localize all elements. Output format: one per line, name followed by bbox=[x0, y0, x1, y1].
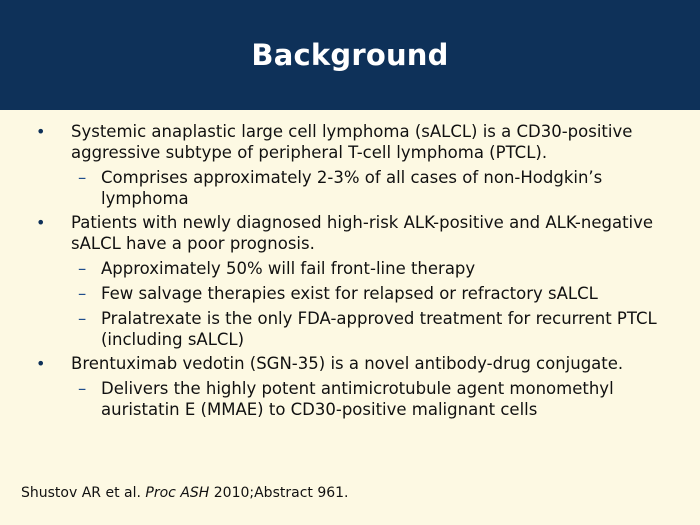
dash-icon: – bbox=[78, 379, 87, 398]
citation-journal: Proc ASH bbox=[145, 485, 210, 501]
citation-authors: Shustov AR et al. bbox=[21, 485, 146, 501]
sub-bullet-text: Approximately 50% will fail front-line therapy bbox=[101, 259, 476, 278]
dash-icon: – bbox=[78, 259, 87, 278]
bullet-item bbox=[0, 353, 700, 374]
sub-bullet-text: Delivers the highly potent antimicrotubule agent monomethyl auristatin E (MMAE) to CD30-positive malignant cells bbox=[101, 379, 614, 419]
dash-icon: – bbox=[78, 309, 87, 328]
bullet-text: Systemic anaplastic large cell lymphoma (sALCL) is a CD30-positive aggressive subtype of peripheral T-cell lymphoma (PTCL). bbox=[71, 122, 633, 162]
dash-icon: – bbox=[78, 168, 87, 187]
bullet-text: Brentuximab vedotin (SGN-35) is a novel antibody-drug conjugate. bbox=[71, 354, 624, 373]
slide-title: Background bbox=[251, 38, 449, 72]
citation-footer bbox=[21, 485, 349, 501]
sub-bullet-item bbox=[0, 283, 700, 304]
dash-icon: – bbox=[78, 284, 87, 303]
citation-details: 2010;Abstract 961. bbox=[209, 485, 349, 501]
sub-bullet-item bbox=[0, 378, 700, 420]
sub-bullet-text: Pralatrexate is the only FDA-approved treatment for recurrent PTCL (including sALCL) bbox=[101, 309, 657, 349]
sub-bullet-text: Few salvage therapies exist for relapsed or refractory sALCL bbox=[101, 284, 598, 303]
bullet-text: Patients with newly diagnosed high-risk ALK-positive and ALK-negative sALCL have a poor prognosis. bbox=[71, 213, 654, 253]
bullet-icon: • bbox=[36, 213, 46, 232]
bullet-item bbox=[0, 121, 700, 163]
bullet-icon: • bbox=[36, 354, 46, 373]
sub-bullet-item bbox=[0, 167, 700, 209]
slide-content bbox=[0, 118, 700, 420]
bullet-icon: • bbox=[36, 122, 46, 141]
title-bar bbox=[0, 0, 700, 110]
sub-bullet-item bbox=[0, 258, 700, 279]
bullet-item bbox=[0, 212, 700, 254]
sub-bullet-item bbox=[0, 308, 700, 350]
sub-bullet-text: Comprises approximately 2-3% of all cases of non-Hodgkin’s lymphoma bbox=[101, 168, 603, 208]
